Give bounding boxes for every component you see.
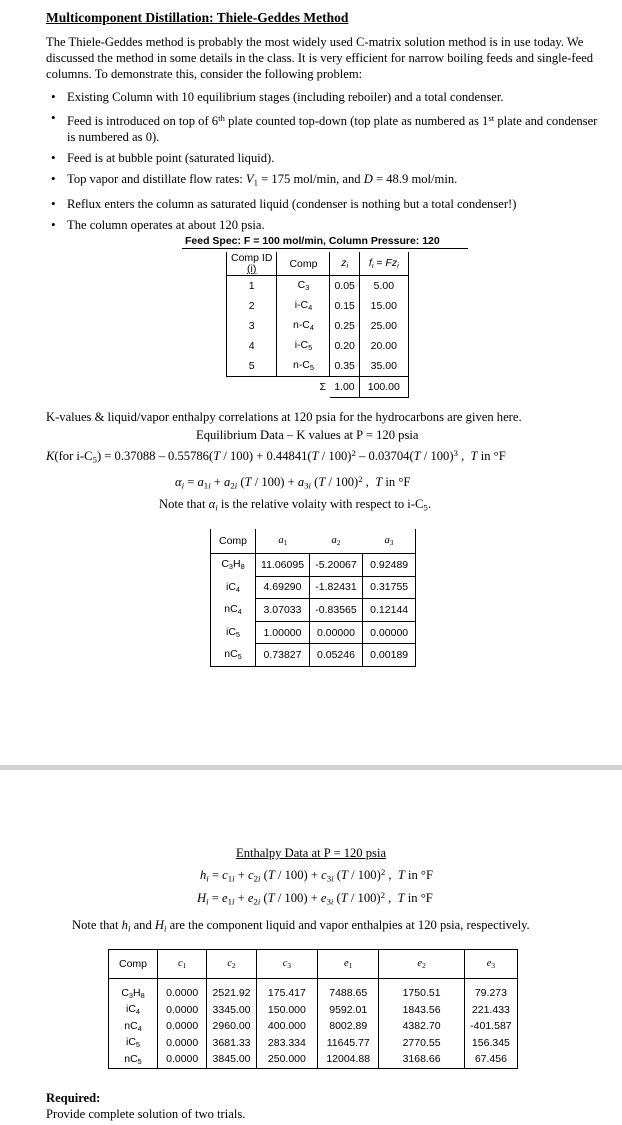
feed-cell: 20.00 (359, 336, 408, 356)
h-cell: 283.334 (256, 1035, 317, 1052)
bullet-4: • Top vapor and distillate flow rates: $V_1 = 175$ mol/min, and D = 48.9 mol/min. (46, 171, 602, 191)
table-row (211, 599, 416, 622)
enthalpy-note: Note that $h_i$ and $H_i$ are the component liquid and vapor enthalpies at 120 psia, respectively. (72, 918, 530, 934)
h-header-e3: $e_3$ (464, 950, 517, 979)
h-cell: 156.345 (464, 1035, 517, 1052)
alpha-cell: 3.07033 (256, 599, 310, 622)
alpha-cell: 0.05246 (310, 644, 363, 667)
table-row (109, 1002, 518, 1019)
alpha-cell: -1.82431 (310, 576, 363, 599)
feed-header-z: $z_i$ (330, 252, 359, 276)
alpha-equation: $\alpha_i = a_{1i} + a_{2i}$ $(T / 100) + a_{3i}$ (T / 100)$^2$ , T in °F (175, 474, 411, 491)
table-row (211, 644, 416, 667)
alpha-cell: -5.20067 (310, 554, 363, 577)
feed-cell: 0.15 (330, 296, 359, 316)
k-equation: K(for $i-C_5) = 0.37088 - 0.55786(T / 100) + 0.44841(T / 100)^2 - 0.03704(T / 100)^3$ , T in °F (46, 448, 506, 465)
required-text: Provide complete solution of two trials. (46, 1107, 246, 1121)
bullet-1: • Existing Column with 10 equilibrium stages (including reboiler) and a total condenser. (46, 89, 602, 105)
feed-spec-caption (182, 234, 468, 249)
h-cell: 11645.77 (318, 1035, 379, 1052)
table-row (211, 554, 416, 577)
sum-symbol: Σ (319, 381, 326, 393)
alpha-table (210, 529, 416, 667)
h-cell: 175.417 (256, 985, 317, 1002)
h-header-e1: $e_1$ (318, 950, 379, 979)
h-cell: 3681.33 (207, 1035, 256, 1052)
alpha-cell: 0.00189 (362, 644, 415, 667)
h-equation: $h_i = c_{1i} + c_{2i}$ $(T / 100) + c_{3i}$ (T / 100)$^2$ , T in °F (200, 867, 433, 884)
h-cell: 9592.01 (318, 1002, 379, 1019)
feed-cell: 5.00 (359, 276, 408, 297)
h-header-e2: $e_2$ (379, 950, 464, 979)
page-2 (0, 770, 622, 1125)
feed-cell: 2 (227, 296, 277, 316)
alpha-cell: 0.00000 (362, 621, 415, 644)
table-row (227, 356, 409, 377)
h-cell: 1843.56 (379, 1002, 464, 1019)
h-cell: 3345.00 (207, 1002, 256, 1019)
table-row (211, 576, 416, 599)
table-row (109, 1035, 518, 1052)
feed-cell: $i-C_5$ (277, 336, 330, 356)
feed-cell: 5 (227, 356, 277, 377)
alpha-cell: 11.06095 (256, 554, 310, 577)
alpha-cell: -0.83565 (310, 599, 363, 622)
alpha-comp: $nC_5$ (211, 644, 256, 667)
H-equation: $H_i = e_{1i} + e_{2i}$ $(T / 100) + e_{3i}$ (T / 100)$^2$ , T in °F (197, 890, 433, 907)
h-cell: -401.587 (464, 1018, 517, 1035)
feed-cell: 0.20 (330, 336, 359, 356)
alpha-note: Note that $\alpha_i$ is the relative volaity with respect to $i-C_5$. (159, 497, 431, 513)
h-comp: $nC_5$ (109, 1051, 158, 1068)
problem-bullets (46, 89, 602, 237)
table-row (109, 1018, 518, 1035)
table-row-sum (227, 377, 409, 398)
enthalpy-table (108, 949, 518, 1069)
alpha-cell: 0.00000 (310, 621, 363, 644)
bullet-3: • Feed is at bubble point (saturated liquid). (46, 150, 602, 166)
h-cell: 0.0000 (158, 1051, 207, 1068)
feed-cell: 3 (227, 316, 277, 336)
h-cell: 79.273 (464, 985, 517, 1002)
h-cell: 3168.66 (379, 1051, 464, 1068)
feed-header-f: $f_i = Fz_i$ (359, 252, 408, 276)
alpha-cell: 4.69290 (256, 576, 310, 599)
h-cell: 3845.00 (207, 1051, 256, 1068)
feed-cell: 35.00 (359, 356, 408, 377)
table-row (227, 336, 409, 356)
alpha-cell: 0.12144 (362, 599, 415, 622)
h-cell: 12004.88 (318, 1051, 379, 1068)
h-cell: 150.000 (256, 1002, 317, 1019)
alpha-header-comp: Comp (211, 529, 256, 554)
feed-cell (227, 377, 277, 398)
h-cell: 0.0000 (158, 1002, 207, 1019)
required-label: Required: (46, 1091, 101, 1105)
enthalpy-heading: Enthalpy Data at P = 120 psia (236, 846, 387, 860)
h-cell: 0.0000 (158, 985, 207, 1002)
table-row (227, 276, 409, 297)
h-header-c1: $c_1$ (158, 950, 207, 979)
intro-paragraph: The Thiele-Geddes method is probably the most widely used C-matrix solution method is in use today. We discussed the method in some details in the class. It is very efficient for narrow boiling feeds and single-feed columns. To demonstrate this, consider the following problem: (46, 35, 594, 82)
bullet-5: • Reflux enters the column as saturated liquid (condenser is nothing but a total condenser!) (46, 196, 602, 212)
alpha-cell: 0.31755 (362, 576, 415, 599)
h-cell: 0.0000 (158, 1035, 207, 1052)
feed-header-compid: Comp ID (i) (227, 252, 277, 276)
alpha-comp: $C_3H_8$ (211, 554, 256, 577)
required-section (46, 1090, 245, 1122)
h-header-comp: Comp (109, 950, 158, 979)
feed-cell: $i-C_4$ (277, 296, 330, 316)
document-title: Multicomponent Distillation: Thiele-Geddes Method (46, 10, 349, 25)
alpha-comp: $iC_5$ (211, 621, 256, 644)
h-cell: 67.456 (464, 1051, 517, 1068)
feed-cell: 0.05 (330, 276, 359, 297)
h-comp: $iC_5$ (109, 1035, 158, 1052)
h-cell: 1750.51 (379, 985, 464, 1002)
bullet-2: • Feed is introduced on top of 6th plate counted top-down (top plate as numbered as 1st plate and condenser is numbered as 0). (46, 110, 602, 146)
bullet-6: • The column operates at about 120 psia. (46, 217, 602, 233)
feed-cell: 25.00 (359, 316, 408, 336)
table-row (227, 316, 409, 336)
h-cell: 2521.92 (207, 985, 256, 1002)
h-header-c2: $c_2$ (207, 950, 256, 979)
h-cell: 7488.65 (318, 985, 379, 1002)
feed-cell: $C_3$ (277, 276, 330, 297)
h-cell: 2960.00 (207, 1018, 256, 1035)
h-cell: 221.433 (464, 1002, 517, 1019)
h-cell: 400.000 (256, 1018, 317, 1035)
alpha-header-a3: $a_3$ (362, 529, 415, 554)
h-comp: $iC_4$ (109, 1002, 158, 1019)
feed-cell: 1 (227, 276, 277, 297)
alpha-comp: $iC_4$ (211, 576, 256, 599)
sum-f: 100.00 (359, 377, 408, 398)
table-row (227, 296, 409, 316)
alpha-comp: $nC_4$ (211, 599, 256, 622)
h-cell: 2770.55 (379, 1035, 464, 1052)
feed-cell: 15.00 (359, 296, 408, 316)
table-row (109, 985, 518, 1002)
h-cell: 4382.70 (379, 1018, 464, 1035)
h-header-c3: $c_3$ (256, 950, 317, 979)
feed-cell: 4 (227, 336, 277, 356)
alpha-header-a1: $a_1$ (256, 529, 310, 554)
alpha-cell: 0.73827 (256, 644, 310, 667)
feed-cell: 0.35 (330, 356, 359, 377)
feed-caption-text: Feed Spec: F = 100 mol/min, Column Pressure: 120 (182, 234, 468, 249)
h-cell: 250.000 (256, 1051, 317, 1068)
h-cell: 8002.89 (318, 1018, 379, 1035)
kvalue-intro: K-values & liquid/vapor enthalpy correlations at 120 psia for the hydrocarbons are given here. (46, 410, 522, 424)
feed-cell: $n-C_4$ (277, 316, 330, 336)
alpha-cell: 0.92489 (362, 554, 415, 577)
sum-z: 1.00 (330, 377, 359, 398)
h-cell: 0.0000 (158, 1018, 207, 1035)
table-row (109, 1051, 518, 1068)
feed-header-comp: Comp (277, 252, 330, 276)
alpha-cell: 1.00000 (256, 621, 310, 644)
feed-table (226, 252, 409, 398)
h-comp: $nC_4$ (109, 1018, 158, 1035)
h-comp: $C_3H_8$ (109, 985, 158, 1002)
table-row (211, 621, 416, 644)
feed-cell: $n-C_5$ (277, 356, 330, 377)
equilibrium-heading: Equilibrium Data – K values at P = 120 psia (196, 428, 419, 442)
alpha-header-a2: $a_2$ (331, 534, 341, 548)
feed-cell: 0.25 (330, 316, 359, 336)
